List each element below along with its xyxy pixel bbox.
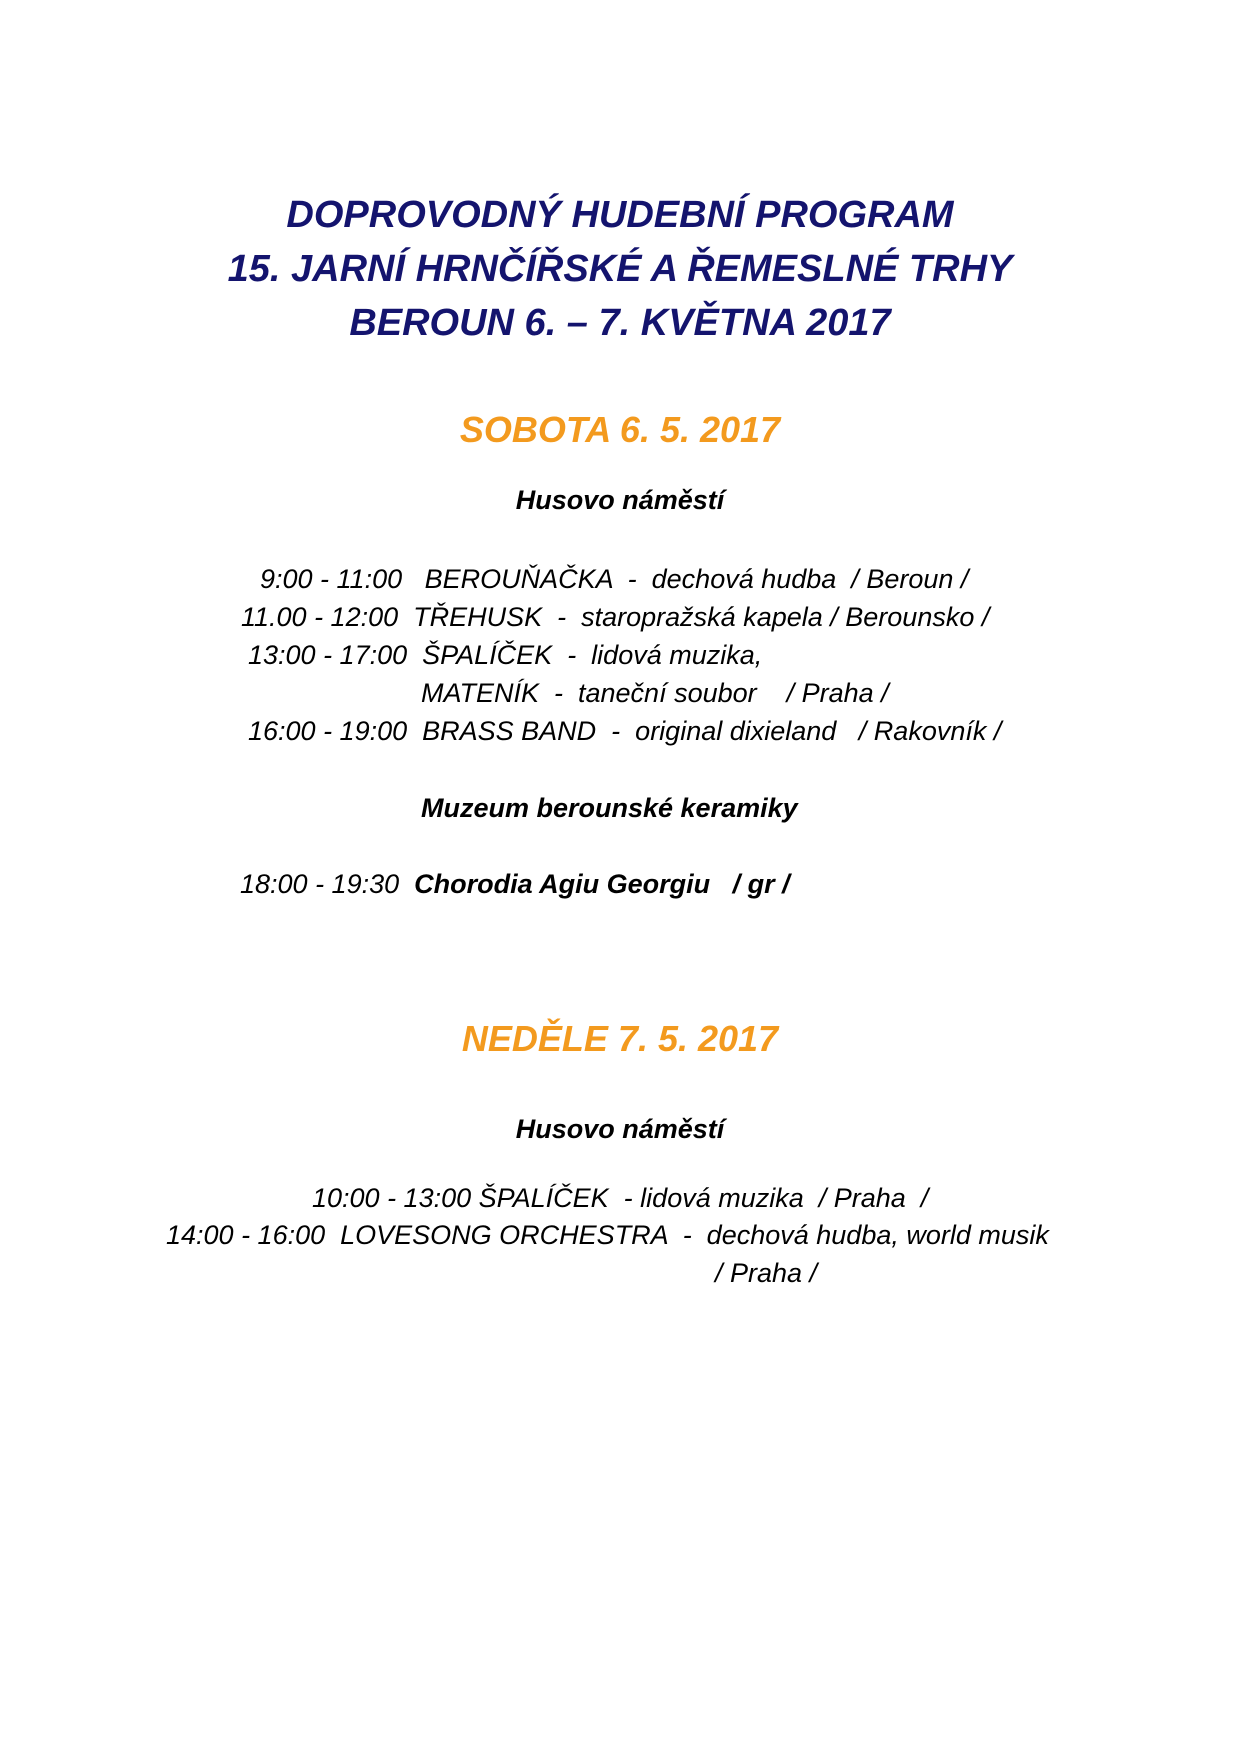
saturday-line-4: MATENÍK - taneční soubor / Praha / (421, 678, 889, 708)
saturday-line-3: 13:00 - 17:00 ŠPALÍČEK - lidová muzika, (248, 640, 763, 670)
sunday-venue-husovo: Husovo náměstí (515, 1114, 725, 1144)
saturday-line-5: 16:00 - 19:00 BRASS BAND - original dixieland / Rakovník / (248, 716, 1002, 746)
sunday-line-1: 10:00 - 13:00 ŠPALÍČEK - lidová muzika / Praha / (312, 1183, 929, 1213)
sunday-line-3: / Praha / (715, 1258, 818, 1288)
title-line-3: BEROUN 6. – 7. KVĚTNA 2017 (349, 302, 891, 344)
saturday-line-2: 11.00 - 12:00 TŘEHUSK - staropražská kapela / Berounsko / (241, 602, 990, 632)
saturday-line-1: 9:00 - 11:00 BEROUŇAČKA - dechová hudba / Beroun / (260, 564, 969, 594)
sunday-line-2: 14:00 - 16:00 LOVESONG ORCHESTRA - dechová hudba, world musik (166, 1220, 1049, 1250)
museum-act: Chorodia Agiu Georgiu / gr / (414, 869, 790, 899)
museum-time: 18:00 - 19:30 (240, 869, 400, 899)
saturday-museum-row (240, 871, 790, 898)
saturday-heading: SOBOTA 6. 5. 2017 (459, 409, 781, 450)
sunday-heading: NEDĚLE 7. 5. 2017 (461, 1018, 779, 1059)
title-line-2: 15. JARNÍ HRNČÍŘSKÉ A ŘEMESLNÉ TRHY (227, 248, 1013, 290)
saturday-venue-museum: Muzeum berounské keramiky (421, 793, 798, 823)
title-line-1: DOPROVODNÝ HUDEBNÍ PROGRAM (286, 194, 954, 236)
saturday-venue-husovo: Husovo náměstí (515, 485, 725, 515)
